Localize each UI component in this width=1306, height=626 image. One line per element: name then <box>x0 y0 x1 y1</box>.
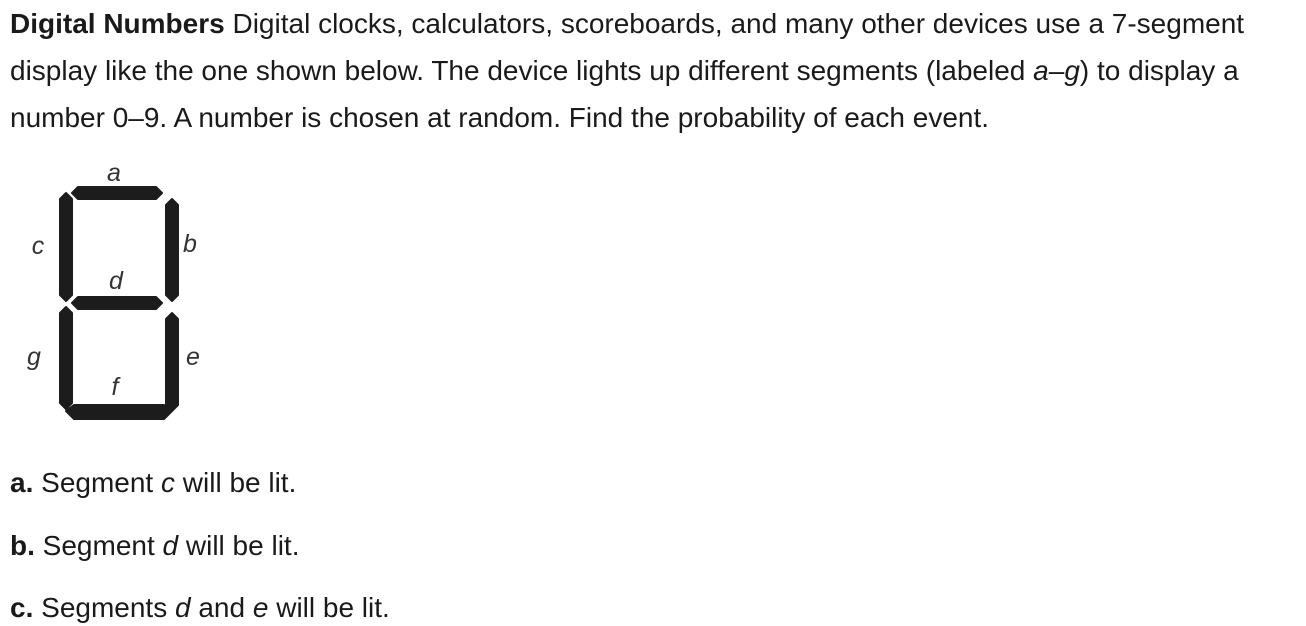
question-item-a <box>10 466 296 500</box>
segment-f <box>66 405 172 419</box>
question-variable: d <box>162 530 179 561</box>
question-text: will be lit. <box>178 530 300 561</box>
range-end-variable: g <box>1064 55 1080 86</box>
segment-d <box>72 297 162 309</box>
question-text: Segments <box>33 592 175 623</box>
question-variable: c <box>161 467 175 498</box>
seven-segment-display-figure <box>20 155 220 435</box>
problem-title: Digital Numbers <box>10 8 225 39</box>
question-text: Segment <box>33 467 161 498</box>
question-text: and <box>190 592 253 623</box>
question-item-c <box>10 591 390 625</box>
range-dash: – <box>1048 55 1065 86</box>
range-start-variable: a <box>1033 55 1049 86</box>
segment-label-c: c <box>31 232 45 260</box>
question-variable: d <box>175 592 191 623</box>
seven-segment-display <box>20 155 220 435</box>
question-marker: c. <box>10 592 34 623</box>
question-marker: b. <box>10 530 35 561</box>
question-text: Segment <box>34 530 163 561</box>
intro-text-end: ) to display a number 0–9. A number is chosen at random. Find the probability of each event. <box>10 55 1239 133</box>
question-variable: e <box>252 592 269 623</box>
question-item-b <box>10 529 299 563</box>
segment-c <box>60 193 72 301</box>
segment-label-e: e <box>186 343 200 371</box>
question-marker: a. <box>10 467 34 498</box>
question-text: will be lit. <box>175 467 297 498</box>
segment-e <box>166 313 178 411</box>
question-text: will be lit. <box>268 592 390 623</box>
segment-label-b: b <box>183 230 197 258</box>
segment-b <box>166 199 178 301</box>
segment-label-a: a <box>107 159 121 187</box>
segment-label-d: d <box>109 267 123 295</box>
segment-label-f: f <box>111 373 119 401</box>
segment-label-g: g <box>27 343 41 371</box>
intro-text-start: Digital clocks, calculators, scoreboards, and many other devices use a 7-segment display like the one shown below. The device lights up different segments (labeled <box>10 8 1245 86</box>
problem-statement <box>10 0 1300 141</box>
segment-a <box>72 187 162 199</box>
segment-g <box>60 307 72 409</box>
